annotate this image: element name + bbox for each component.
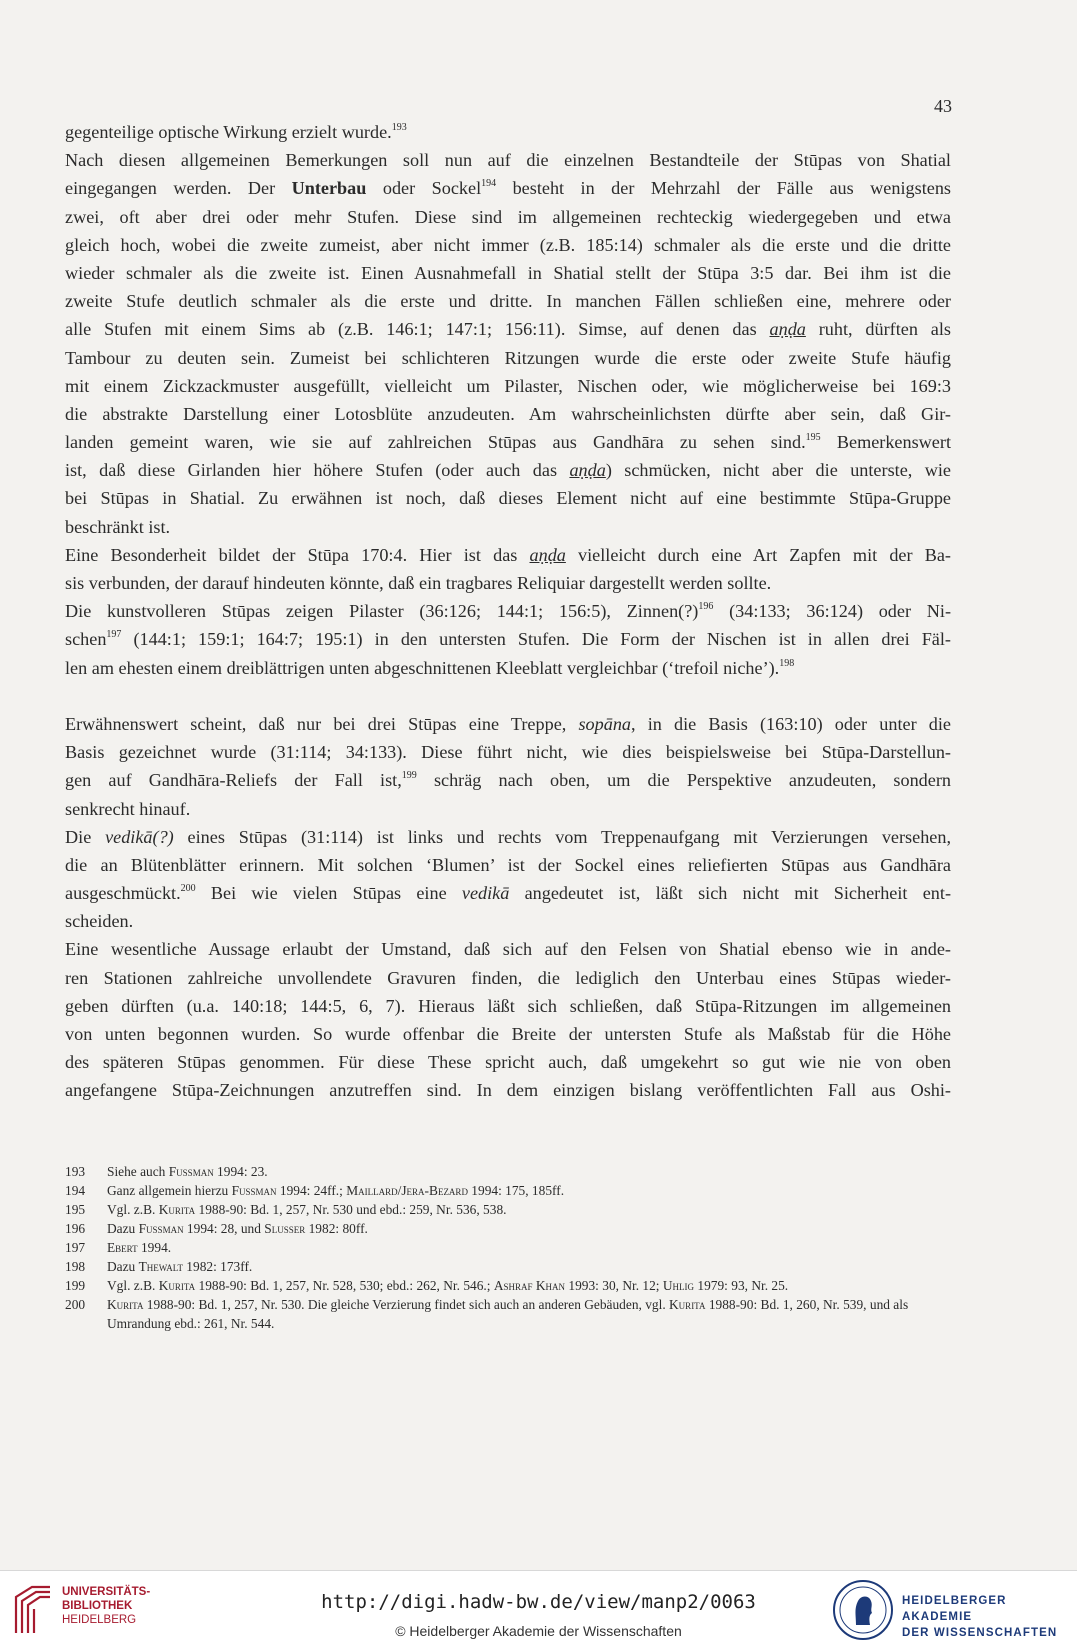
text-line: die abstrakte Darstellung einer Lotosblüte anzudeuten. Am wahrscheinlichsten dürfte aber sein, daß Gir- — [65, 403, 951, 424]
footnote — [65, 1238, 955, 1257]
text-line: landen gemeint waren, wie sie auf zahlreichen Stūpas aus Gandhāra zu sehen sind.$^{195}$ Bemerkenswert — [65, 432, 951, 453]
body-text — [65, 118, 951, 1105]
text-line: Eine wesentliche Aussage erlaubt der Umstand, daß sich auf den Felsen von Shatial ebenso wie in ande- — [65, 939, 951, 960]
page-number: 43 — [934, 96, 952, 116]
text-line: Eine Besonderheit bildet der Stūpa 170:4. Hier ist das aṇḍa vielleicht durch eine Art Zapfen mit der Ba- — [65, 544, 951, 565]
footnote-number: 199 — [65, 1278, 86, 1293]
text-line: zwei, oft aber drei oder mehr Stufen. Diese sind im allgemeinen rechteckig wiedergegeben und etwa — [65, 206, 951, 227]
text-line: ren Stationen zahlreiche unvollendete Gravuren finden, die lediglich den Unterbau eines Stūpas wieder- — [65, 967, 951, 988]
footnote-number: 196 — [65, 1221, 86, 1236]
footnote — [65, 1200, 955, 1219]
ub-line-1: UNIVERSITÄTS- — [62, 1586, 151, 1598]
ub-line-3: HEIDELBERG — [62, 1614, 137, 1626]
text-line: die an Blütenblätter erinnern. Mit solchen ‘Blumen’ ist der Sockel eines reliefierten Stūpas aus Gandhāra — [65, 854, 951, 875]
text-line: len am ehesten einem dreiblättrigen unten abgeschnittenen Kleeblatt vergleichbar (‘trefoil niche’).$^{198}$ — [65, 657, 795, 678]
text-line: beschränkt ist. — [65, 516, 171, 537]
text-line: senkrecht hinauf. — [65, 798, 191, 819]
text-line: Tambour zu deuten sein. Zumeist bei schlichteren Ritzungen wurde die erste oder zweite Stufe häufig — [65, 347, 951, 368]
footnote-number: 197 — [65, 1240, 86, 1255]
text-line: des späteren Stūpas genommen. Für diese These spricht auch, daß umgekehrt so gut wie nie von oben — [65, 1052, 951, 1073]
text-line: Basis gezeichnet wurde (31:114; 34:133). Diese führt nicht, wie dies beispielsweise bei Stūpa-Darstellun- — [65, 742, 951, 763]
viewer-footer — [0, 1570, 1077, 1650]
footnote-number: 198 — [65, 1259, 86, 1274]
footnote-number: 200 — [65, 1297, 86, 1312]
text-line: ist, daß diese Girlanden hier höhere Stufen (oder auch das aṇḍa) schmücken, nicht aber die unterste, wie — [65, 460, 951, 481]
footnote-text: Ebert 1994. — [107, 1240, 172, 1255]
text-line: Die kunstvolleren Stūpas zeigen Pilaster (36:126; 144:1; 156:5), Zinnen(?)$^{196}$ (34:133; 36:124) oder Ni- — [65, 601, 951, 622]
footnote — [65, 1295, 955, 1333]
copyright-notice: © Heidelberger Akademie der Wissenschaften — [395, 1623, 682, 1639]
text-line: ausgeschmückt.$^{200}$ Bei wie vielen Stūpas eine vedikā angedeutet ist, läßt sich nicht mit Sicherheit ent- — [65, 883, 951, 904]
text-line: Die vedikā(?) eines Stūpas (31:114) ist links und rechts vom Treppenaufgang mit Verzierungen versehen, — [65, 826, 951, 847]
text-line: schen$^{197}$ (144:1; 159:1; 164:7; 195:1) in den untersten Stufen. Die Form der Nischen ist in allen drei Fäl- — [65, 629, 951, 650]
text-line: gegenteilige optische Wirkung erzielt wurde.$^{193}$ — [65, 122, 407, 142]
footnote-text: Vgl. z.B. Kurita 1988-90: Bd. 1, 257, Nr. 530 und ebd.: 259, Nr. 536, 538. — [107, 1202, 507, 1217]
text-line: gen auf Gandhāra-Reliefs der Fall ist,$^{199}$ schräg nach oben, um die Perspektive anzudeuten, sondern — [65, 770, 951, 791]
footnote — [65, 1276, 955, 1295]
text-line: angefangene Stūpa-Zeichnungen anzutreffen sind. In dem einzigen bislang veröffentlichten Fall aus Oshi- — [65, 1080, 951, 1101]
text-line: zweite Stufe deutlich schmaler als die erste und dritte. In manchen Fällen schließen eine, mehrere oder — [65, 291, 951, 312]
footnote-number: 194 — [65, 1183, 86, 1198]
text-line: Nach diesen allgemeinen Bemerkungen soll nun auf die einzelnen Bestandteile der Stūpas von Shatial — [65, 150, 951, 171]
footnote-number: 193 — [65, 1164, 86, 1179]
text-line: eingegangen werden. Der Unterbau oder Sockel$^{194}$ besteht in der Mehrzahl der Fälle aus wenigstens — [65, 178, 951, 199]
ub-line-2: BIBLIOTHEK — [62, 1600, 133, 1612]
text-line: scheiden. — [65, 911, 134, 932]
hadw-line-2: DER WISSENSCHAFTEN — [902, 1627, 1058, 1639]
footnotes — [65, 1162, 955, 1333]
footnote — [65, 1162, 955, 1181]
text-line — [65, 682, 951, 710]
footnote-text: Vgl. z.B. Kurita 1988-90: Bd. 1, 257, Nr. 528, 530; ebd.: 262, Nr. 546.; Ashraf Khan 1993: 30, Nr. 12; Uhlig 1979: 93, Nr. 25. — [107, 1278, 789, 1293]
text-line: von unten begonnen wurden. So wurde offenbar die Breite der untersten Stufe als Maßstab für die Höhe — [65, 1024, 951, 1044]
footnote-text: Siehe auch Fussman 1994: 23. — [107, 1164, 268, 1179]
footnote — [65, 1181, 955, 1200]
text-line: wieder schmaler als die zweite ist. Einen Ausnahmefall in Shatial stellt der Stūpa 3:5 dar. Bei ihm ist die — [65, 262, 951, 283]
footnote — [65, 1257, 955, 1276]
text-line: Erwähnenswert scheint, daß nur bei drei Stūpas eine Treppe, sopāna, in die Basis (163:10) oder unter die — [65, 713, 951, 734]
permalink-url[interactable]: http://digi.hadw-bw.de/view/manp2/0063 — [321, 1591, 756, 1613]
footnote-text: Dazu Thewalt 1982: 173ff. — [107, 1259, 253, 1274]
footnote-number: 195 — [65, 1202, 86, 1217]
hadw-line-1: HEIDELBERGER AKADEMIE — [902, 1595, 1007, 1623]
footnote-text: Kurita 1988-90: Bd. 1, 257, Nr. 530. Die gleiche Verzierung findet sich auch an anderen Gebäuden, vgl. Kurita 1988-90: Bd. 1, 260, Nr. 539, und als Umrandung ebd.: 261, Nr. 544. — [107, 1297, 909, 1331]
academy-name[interactable] — [902, 1593, 1077, 1641]
text-line: geben dürften (u.a. 140:18; 144:5, 6, 7). Hieraus läßt sich schließen, daß Stūpa-Ritzungen im allgemeinen — [65, 995, 951, 1016]
text-line: gleich hoch, wobei die zweite zumeist, aber nicht immer (z.B. 185:14) schmaler als die erste und die dritte — [65, 234, 951, 255]
text-line: sis verbunden, der darauf hindeuten könnte, daß ein tragbares Reliquiar dargestellt werden sollte. — [65, 573, 772, 593]
text-line: alle Stufen mit einem Sims ab (z.B. 146:1; 147:1; 156:11). Simse, auf denen das aṇḍa ruht, dürften als — [65, 319, 951, 340]
footnote — [65, 1219, 955, 1238]
text-line: mit einem Zickzackmuster ausgefüllt, vielleicht um Pilaster, Nischen oder, wie möglicherweise bei 169:3 — [65, 375, 951, 396]
footnote-text: Dazu Fussman 1994: 28, und Slusser 1982: 80ff. — [107, 1221, 368, 1236]
footnote-text: Ganz allgemein hierzu Fussman 1994: 24ff.; Maillard/Jera-Bezard 1994: 175, 185ff. — [107, 1183, 565, 1198]
academy-seal-icon[interactable] — [832, 1579, 894, 1641]
text-line: bei Stūpas in Shatial. Zu erwähnen ist noch, daß dieses Element nicht auf eine bestimmte Stūpa-Gruppe — [65, 488, 951, 509]
